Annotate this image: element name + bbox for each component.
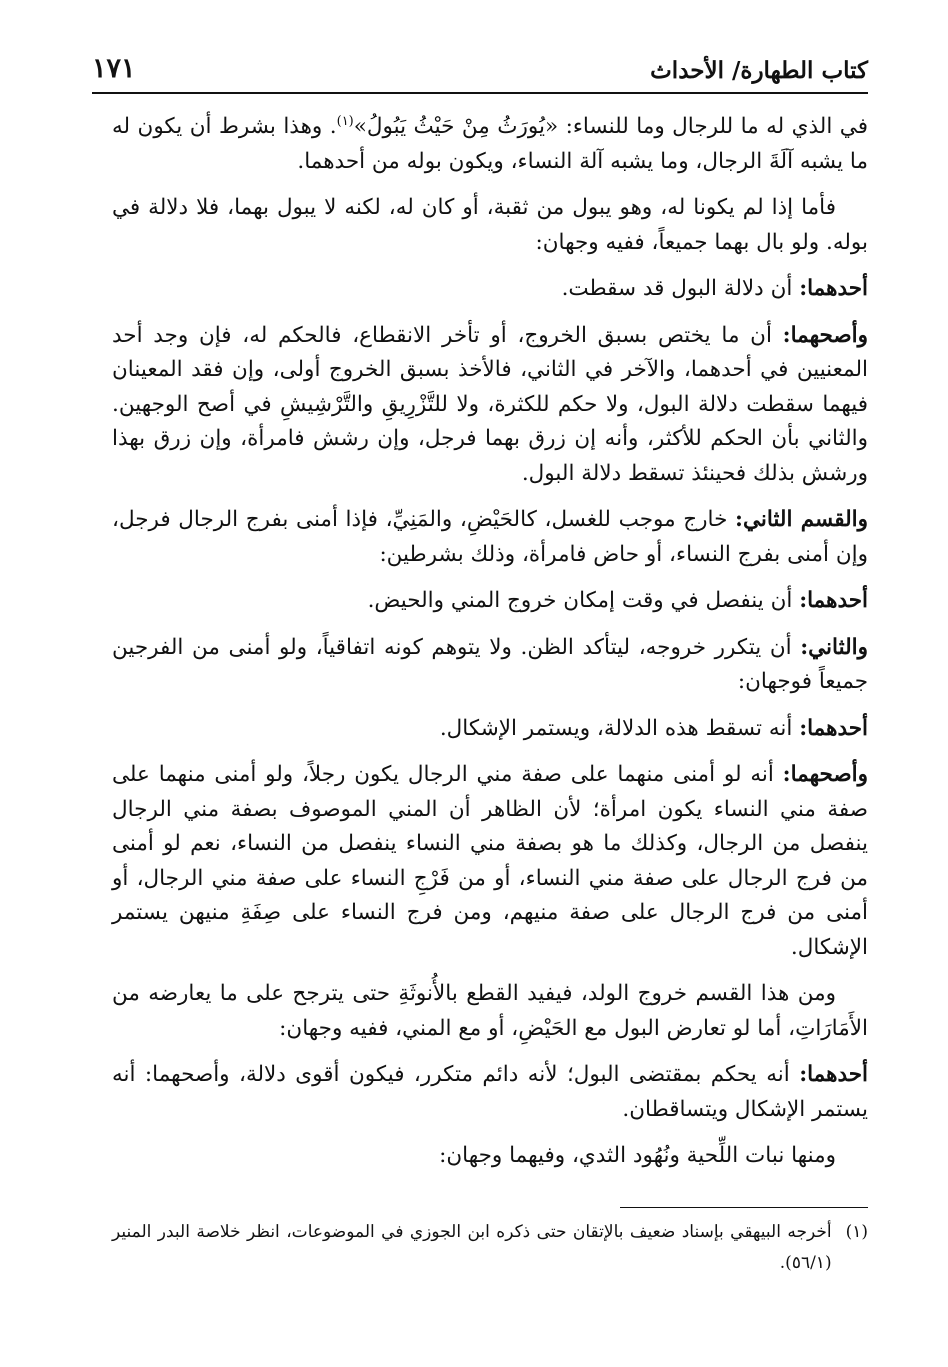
paragraph-text: خارج موجب للغسل، كالحَيْضِ، والمَنِيِّ، فإذا أمنى بفرج الرجال فرجل، وإن أمنى بفرج النساء، أو حاض فامرأة، وذلك بشرطين: xyxy=(112,507,868,567)
lead-word: وأصحهما: xyxy=(782,762,868,787)
lead-word: والقسم الثاني: xyxy=(735,507,868,532)
lead-word: وأصحهما: xyxy=(782,322,868,348)
paragraph-text: . وهذا بشرط أن يكون له ما يشبه آلَةَ الرجال، وما يشبه آلة النساء، ويكون بوله من أحدهما. xyxy=(112,114,868,174)
main-text xyxy=(112,110,868,1186)
paragraph-12 xyxy=(112,1139,868,1174)
footnote-text: أخرجه البيهقي بإسناد ضعيف بالإتقان حتى ذكره ابن الجوزي في الموضوعات، انظر خلاصة البدر المنير (٥٦/١). xyxy=(112,1222,832,1273)
paragraph-5 xyxy=(112,503,868,572)
paragraph-7 xyxy=(112,631,868,700)
paragraph-text: ومن هذا القسم خروج الولد، فيفيد القطع بالأُنوثَةِ حتى يترجح على ما يعارضه من الأَمَارَاتِ، أما لو تعارض البول مع الحَيْضِ، أو مع المني، ففيه وجهان: xyxy=(112,981,868,1041)
paragraph-4 xyxy=(112,319,868,492)
paragraph-text: أن ما يختص بسبق الخروج، أو تأخر الانقطاع، فالحكم له، فإن وجد أحد المعنيين في أحدهما، والآخر في الثاني، فالأخذ بسبق الخروج أولى، وإن فقد المعينان فيهما سقطت دلالة البول، ولا حكم للكثرة، ولا للتَّزْرِيقِ والتَّرْشِيشِ في أصح الوجهين. والثاني بأن الحكم للأكثر، وأنه إن زرق بهما فرجل، وإن رشش فامرأة، وإن زرق بهذا ورشش بذلك فحينئذ تسقط دلالة البول. xyxy=(112,322,868,486)
paragraph-text: أن يتكرر خروجه، ليتأكد الظن. ولا يتوهم كونه اتفاقياً، ولو أمنى من الفرجين جميعاً فوجهان: xyxy=(112,634,868,694)
paragraph-text: أنه تسقط هذه الدلالة، ويستمر الإشكال. xyxy=(439,715,800,741)
paragraph-10 xyxy=(112,977,868,1046)
footnote-reference: (١) xyxy=(336,113,354,129)
paragraph-text: أنه لو أمنى منهما على صفة مني الرجال يكون رجلاً، ولو أمنى منهما على صفة مني النساء يكون امرأة؛ لأن الظاهر أن المني الموصوف بصفة مني الرجال ينفصل من الرجال، وكذلك ما هو بصفة مني النساء ينفصل من النساء، نعم لو أمنى من فرج الرجال على صفة مني النساء، أو من فَرْجِ النساء على صفة مني الرجال، أو أمنى من فرج الرجال على صفة منيهم، ومن فرج النساء على صِفَةِ منيهن يستمر الإشكال. xyxy=(112,762,868,960)
paragraph-8 xyxy=(112,712,868,747)
header-rule xyxy=(92,92,868,94)
paragraph-2 xyxy=(112,191,868,260)
lead-word: والثاني: xyxy=(800,634,868,660)
paragraph-6 xyxy=(112,584,868,619)
header-title: كتاب الطهارة/ الأحداث xyxy=(650,57,868,84)
lead-word: أحدهما: xyxy=(799,715,868,741)
lead-word: أحدهما: xyxy=(799,1062,868,1087)
paragraph-text: أن دلالة البول قد سقطت. xyxy=(561,276,800,301)
lead-word: أحدهما: xyxy=(799,588,868,613)
paragraph-text: فأما إذا لم يكونا له، وهو يبول من ثقبة، أو كان له، لكنه لا يبول بهما، فلا دلالة في بوله. ولو بال بهما جميعاً، ففيه وجهان: xyxy=(112,195,868,255)
paragraph-text: ومنها نبات اللِّحية ونُهُود الثدي، وفيهما وجهان: xyxy=(439,1143,836,1168)
paragraph-9 xyxy=(112,758,868,965)
paragraph-text: أنه يحكم بمقتضى البول؛ لأنه دائم متكرر، فيكون أقوى دلالة، وأصحهما: أنه يستمر الإشكال ويتساقطان. xyxy=(112,1062,868,1122)
running-header xyxy=(92,40,868,84)
lead-word: أحدهما: xyxy=(799,276,868,301)
paragraph-1 xyxy=(112,110,868,179)
paragraph-11 xyxy=(112,1058,868,1127)
footnote xyxy=(112,1217,868,1279)
footnote-marker: (١) xyxy=(845,1222,868,1242)
page-number: ١٧١ xyxy=(92,53,136,84)
paragraph-text: أن ينفصل في وقت إمكان خروج المني والحيض. xyxy=(367,588,800,613)
paragraph-3 xyxy=(112,272,868,307)
paragraph-text: في الذي له ما للرجال وما للنساء: «يُورَثُ مِنْ حَيْثُ يَبُولُ» xyxy=(353,114,868,139)
footnote-rule xyxy=(620,1207,868,1208)
